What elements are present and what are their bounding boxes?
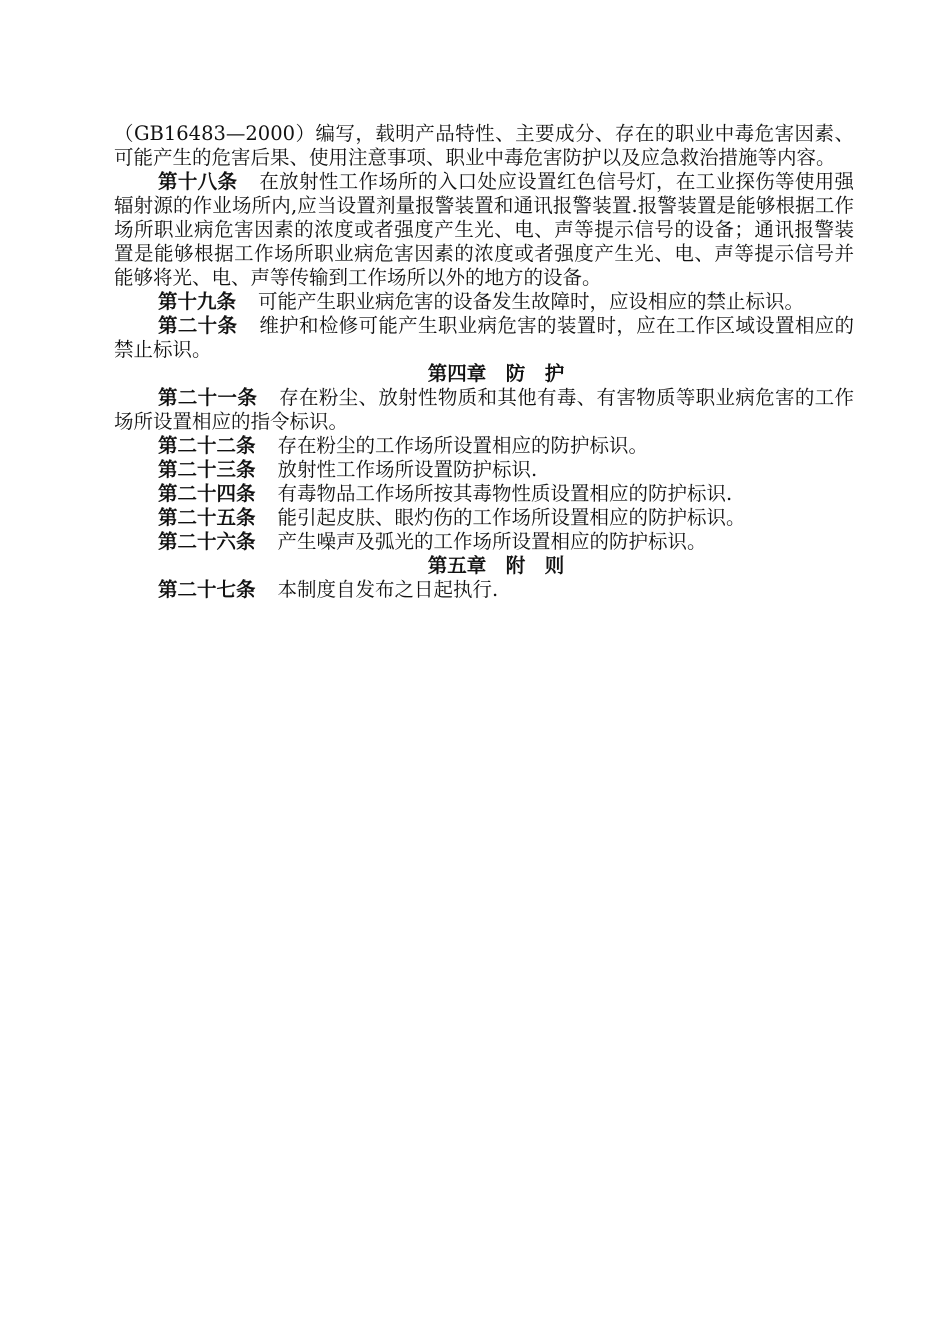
article-22-label: 第二十二条 <box>158 434 256 457</box>
article-20-label: 第二十条 <box>158 314 238 337</box>
article-25-text: 能引起皮肤、眼灼伤的工作场所设置相应的防护标识。 <box>277 506 746 529</box>
article-23 <box>114 458 854 482</box>
article-20 <box>114 314 854 362</box>
article-23-label: 第二十三条 <box>158 458 256 481</box>
article-24-label: 第二十四条 <box>158 482 256 505</box>
article-19 <box>114 290 854 314</box>
article-19-text: 可能产生职业病危害的设备发生故障时，应设相应的禁止标识。 <box>258 290 805 313</box>
chapter-5-title: 第五章 附 则 <box>427 554 565 577</box>
article-23-text: 放射性工作场所设置防护标识. <box>277 458 538 481</box>
article-26-text: 产生噪声及弧光的工作场所设置相应的防护标识。 <box>277 530 707 553</box>
article-27-text: 本制度自发布之日起执行. <box>277 578 499 601</box>
article-22-text: 存在粉尘的工作场所设置相应的防护标识。 <box>277 434 649 457</box>
article-25 <box>114 506 854 530</box>
article-27 <box>114 578 854 602</box>
article-25-label: 第二十五条 <box>158 506 256 529</box>
article-24 <box>114 482 854 506</box>
article-27-label: 第二十七条 <box>158 578 256 601</box>
article-20-text: 维护和检修可能产生职业病危害的装置时，应在工作区域设置相应的禁止标识。 <box>114 314 854 361</box>
article-18 <box>114 170 854 290</box>
short-articles <box>114 434 854 554</box>
chapter-4-title: 第四章 防 护 <box>427 362 565 385</box>
document-page <box>114 122 854 602</box>
article-21 <box>114 386 854 434</box>
article-26 <box>114 530 854 554</box>
article-24-text: 有毒物品工作场所按其毒物性质设置相应的防护标识. <box>277 482 733 505</box>
article-19-label: 第十九条 <box>158 290 237 313</box>
article-22 <box>114 434 854 458</box>
article-18-label: 第十八条 <box>158 170 238 193</box>
article-21-text: 存在粉尘、放射性物质和其他有毒、有害物质等职业病危害的工作场所设置相应的指令标识。 <box>114 386 854 433</box>
article-18-text: 在放射性工作场所的入口处应设置红色信号灯，在工业探伤等使用强辐射源的作业场所内,应当设置剂量报警装置和通讯报警装置.报警装置是能够根据工作场所职业病危害因素的浓度或者强度产生光、电、声等提示信号的设备；通讯报警装置是能够根据工作场所职业病危害因素的浓度或者强度产生光、电、声等提示信号并能够将光、电、声等传输到工作场所以外的地方的设备。 <box>114 170 854 289</box>
article-21-label: 第二十一条 <box>158 386 258 409</box>
chapter-4-heading <box>114 362 854 386</box>
chapter-5-heading <box>114 554 854 578</box>
intro-paragraph: （GB16483—2000）编写，载明产品特性、主要成分、存在的职业中毒危害因素、可能产生的危害后果、使用注意事项、职业中毒危害防护以及应急救治措施等内容。 <box>114 122 854 169</box>
article-26-label: 第二十六条 <box>158 530 256 553</box>
final-article <box>114 578 854 602</box>
